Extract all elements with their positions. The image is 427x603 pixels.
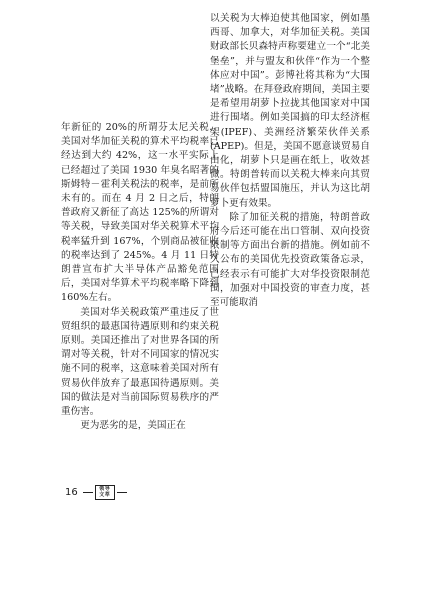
paragraph: 年新征的 20%的所谓芬太尼关税，美国对华加征关税的算术平均税率已经达到大约 42%，这一水平实际上已经超过了美国 1930 年臭名昭著的斯姆特－霍利关税法的税率，是前所未有的。而在 4 月 2 日之后，特朗普政府又新征了高达 125%的所谓对等关税，导致美国对华关税算术平均税率猛升到 167%，个别商品被征收的税率达到了 245%。4 月 11 日特朗普宣布扩大半导体产品豁免范围后，美国对华算术平均税率略下降到 160%左右。 (61, 122, 219, 304)
logo-text-line2: 文萃 (99, 492, 111, 498)
divider (83, 492, 93, 493)
magazine-logo (95, 485, 115, 500)
page-footer (65, 484, 129, 500)
paragraph: 更为恶劣的是，美国正在 (80, 420, 186, 432)
paragraph: 以关税为大棒迫使其他国家，例如墨西哥、加拿大，对华加征关税。美国财政部长贝森特声称要建立一个“北美堡垒”，并与盟友和伙伴“作为一个整体应对中国”。彭博社将其称为“大围堵”战略。在拜登政府期间，美国主要是希望用胡萝卜拉拢其他国家对中国进行围堵。例如美国搞的印太经济框架(IPEF)、美洲经济繁荣伙伴关系(APEP)。但是，美国不愿意谈贸易自由化，胡萝卜只是画在纸上，收效甚微。特朗普转而以关税大棒来向其贸易伙伴包括盟国施压，并认为这比胡萝卜更有效果。 (210, 13, 370, 209)
right-column (210, 12, 370, 310)
left-column (61, 121, 219, 433)
logo-text-line1: 领导 (99, 486, 111, 492)
paragraph: 美国对华关税政策严重违反了世贸组织的最惠国待遇原则和约束关税原则。美国还推出了对世界各国的所谓对等关税，针对不同国家的情况实施不同的税率，这意味着美国对所有贸易伙伴放弃了最惠国待遇原则。美国的做法是对当前国际贸易秩序的严重伤害。 (61, 306, 219, 418)
paragraph: 除了加征关税的措施，特朗普政府今后还可能在出口管制、双向投资限制等方面出台新的措施。例如前不久公布的美国优先投资政策备忘录，已经表示有可能扩大对华投资限制范围，加强对中国投资的审查力度，甚至可能取消 (210, 211, 370, 309)
divider (117, 492, 127, 493)
page-number: 16 (65, 486, 78, 498)
